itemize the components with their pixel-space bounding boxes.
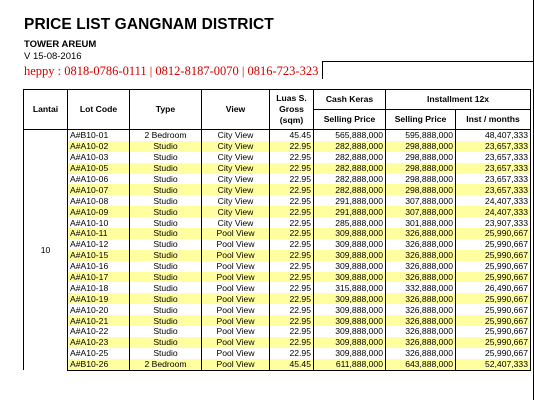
installment-price-cell: 326,888,000	[386, 228, 456, 239]
type-cell: Studio	[130, 250, 202, 261]
view-cell: City View	[202, 184, 270, 195]
luas-cell: 45.45	[270, 359, 314, 370]
view-cell: Pool View	[202, 304, 270, 315]
cash-price-cell: 565,888,000	[314, 130, 386, 141]
luas-cell: 22.95	[270, 206, 314, 217]
installment-price-cell: 326,888,000	[386, 272, 456, 283]
table-row	[24, 195, 531, 206]
luas-cell: 22.95	[270, 337, 314, 348]
luas-cell: 22.95	[270, 217, 314, 228]
luas-cell: 22.95	[270, 282, 314, 293]
luas-cell: 22.95	[270, 195, 314, 206]
lot-code-cell: A#A10-08	[68, 195, 130, 206]
monthly-installment-cell: 25,990,667	[456, 272, 531, 283]
lot-code-cell: A#A10-09	[68, 206, 130, 217]
table-row	[24, 293, 531, 304]
view-cell: Pool View	[202, 261, 270, 272]
type-cell: Studio	[130, 337, 202, 348]
luas-cell: 22.95	[270, 304, 314, 315]
cash-price-cell: 282,888,000	[314, 152, 386, 163]
type-cell: Studio	[130, 174, 202, 185]
price-table	[23, 89, 531, 371]
cash-price-cell: 309,888,000	[314, 304, 386, 315]
type-cell: Studio	[130, 141, 202, 152]
table-row	[24, 184, 531, 195]
luas-cell: 22.95	[270, 348, 314, 359]
luas-cell: 22.95	[270, 174, 314, 185]
cash-price-cell: 282,888,000	[314, 174, 386, 185]
installment-price-cell: 298,888,000	[386, 163, 456, 174]
header-selling-price-inst: Selling Price	[386, 110, 456, 130]
header-installment: Installment 12x	[386, 90, 531, 110]
table-row	[24, 250, 531, 261]
view-cell: Pool View	[202, 348, 270, 359]
view-cell: Pool View	[202, 250, 270, 261]
monthly-installment-cell: 25,990,667	[456, 337, 531, 348]
installment-price-cell: 298,888,000	[386, 174, 456, 185]
view-cell: Pool View	[202, 315, 270, 326]
monthly-installment-cell: 25,990,667	[456, 228, 531, 239]
view-cell: Pool View	[202, 228, 270, 239]
installment-price-cell: 595,888,000	[386, 130, 456, 141]
type-cell: Studio	[130, 282, 202, 293]
view-cell: Pool View	[202, 293, 270, 304]
type-cell: Studio	[130, 293, 202, 304]
monthly-installment-cell: 25,990,667	[456, 348, 531, 359]
view-cell: City View	[202, 174, 270, 185]
view-cell: Pool View	[202, 282, 270, 293]
cash-price-cell: 282,888,000	[314, 184, 386, 195]
monthly-installment-cell: 48,407,333	[456, 130, 531, 141]
cash-price-cell: 291,888,000	[314, 195, 386, 206]
installment-price-cell: 326,888,000	[386, 348, 456, 359]
view-cell: Pool View	[202, 359, 270, 370]
table-row	[24, 304, 531, 315]
lot-code-cell: A#A10-22	[68, 326, 130, 337]
header-type: Type	[130, 90, 202, 130]
monthly-installment-cell: 23,907,333	[456, 217, 531, 228]
type-cell: Studio	[130, 315, 202, 326]
type-cell: Studio	[130, 206, 202, 217]
monthly-installment-cell: 23,657,333	[456, 163, 531, 174]
monthly-installment-cell: 23,657,333	[456, 152, 531, 163]
luas-cell: 22.95	[270, 250, 314, 261]
installment-price-cell: 301,888,000	[386, 217, 456, 228]
installment-price-cell: 332,888,000	[386, 282, 456, 293]
monthly-installment-cell: 25,990,667	[456, 326, 531, 337]
installment-price-cell: 307,888,000	[386, 206, 456, 217]
luas-cell: 22.95	[270, 293, 314, 304]
type-cell: Studio	[130, 239, 202, 250]
type-cell: Studio	[130, 261, 202, 272]
table-row	[24, 174, 531, 185]
monthly-installment-cell: 25,990,667	[456, 239, 531, 250]
lot-code-cell: A#A10-03	[68, 152, 130, 163]
monthly-installment-cell: 25,990,667	[456, 261, 531, 272]
table-row	[24, 163, 531, 174]
lot-code-cell: A#B10-26	[68, 359, 130, 370]
monthly-installment-cell: 52,407,333	[456, 359, 531, 370]
view-cell: City View	[202, 206, 270, 217]
luas-cell: 22.95	[270, 239, 314, 250]
lot-code-cell: A#A10-17	[68, 272, 130, 283]
lot-code-cell: A#A10-12	[68, 239, 130, 250]
cash-price-cell: 309,888,000	[314, 348, 386, 359]
installment-price-cell: 326,888,000	[386, 337, 456, 348]
installment-price-cell: 326,888,000	[386, 293, 456, 304]
view-cell: Pool View	[202, 326, 270, 337]
table-row	[24, 261, 531, 272]
lot-code-cell: A#A10-16	[68, 261, 130, 272]
lot-code-cell: A#A10-19	[68, 293, 130, 304]
luas-cell: 45.45	[270, 130, 314, 141]
cash-price-cell: 309,888,000	[314, 315, 386, 326]
type-cell: Studio	[130, 228, 202, 239]
installment-price-cell: 298,888,000	[386, 152, 456, 163]
installment-price-cell: 307,888,000	[386, 195, 456, 206]
type-cell: Studio	[130, 272, 202, 283]
view-cell: City View	[202, 152, 270, 163]
monthly-installment-cell: 25,990,667	[456, 304, 531, 315]
type-cell: Studio	[130, 217, 202, 228]
monthly-installment-cell: 24,407,333	[456, 206, 531, 217]
table-header	[24, 90, 531, 130]
cash-price-cell: 282,888,000	[314, 141, 386, 152]
cash-price-cell: 315,888,000	[314, 282, 386, 293]
luas-cell: 22.95	[270, 261, 314, 272]
sheet-border-line-left	[322, 61, 323, 79]
table-body	[24, 130, 531, 371]
page-title: PRICE LIST GANGNAM DISTRICT	[24, 16, 274, 33]
table-row	[24, 152, 531, 163]
monthly-installment-cell: 23,657,333	[456, 174, 531, 185]
installment-price-cell: 326,888,000	[386, 250, 456, 261]
floor-cell: 10	[24, 130, 68, 371]
installment-price-cell: 643,888,000	[386, 359, 456, 370]
sheet-border-line	[322, 61, 534, 62]
type-cell: Studio	[130, 184, 202, 195]
installment-price-cell: 326,888,000	[386, 315, 456, 326]
lot-code-cell: A#A10-10	[68, 217, 130, 228]
cash-price-cell: 309,888,000	[314, 293, 386, 304]
cash-price-cell: 309,888,000	[314, 326, 386, 337]
table-row	[24, 217, 531, 228]
view-cell: Pool View	[202, 239, 270, 250]
luas-cell: 22.95	[270, 272, 314, 283]
lot-code-cell: A#A10-20	[68, 304, 130, 315]
installment-price-cell: 326,888,000	[386, 326, 456, 337]
lot-code-cell: A#A10-07	[68, 184, 130, 195]
monthly-installment-cell: 24,407,333	[456, 195, 531, 206]
table-row	[24, 337, 531, 348]
lot-code-cell: A#A10-23	[68, 337, 130, 348]
view-cell: City View	[202, 195, 270, 206]
table-row	[24, 141, 531, 152]
lot-code-cell: A#A10-15	[68, 250, 130, 261]
lot-code-cell: A#B10-01	[68, 130, 130, 141]
contact-info: heppy : 0818-0786-0111 | 0812-8187-0070 | 0816-723-323	[24, 64, 319, 78]
table-row	[24, 206, 531, 217]
monthly-installment-cell: 23,657,333	[456, 141, 531, 152]
installment-price-cell: 326,888,000	[386, 261, 456, 272]
cash-price-cell: 282,888,000	[314, 163, 386, 174]
view-cell: City View	[202, 217, 270, 228]
lot-code-cell: A#A10-02	[68, 141, 130, 152]
header-lantai: Lantai	[24, 90, 68, 130]
header-selling-price-cash: Selling Price	[314, 110, 386, 130]
cash-price-cell: 309,888,000	[314, 239, 386, 250]
tower-name: TOWER AREUM	[24, 39, 97, 50]
type-cell: Studio	[130, 163, 202, 174]
luas-cell: 22.95	[270, 228, 314, 239]
luas-cell: 22.95	[270, 184, 314, 195]
table-row	[24, 315, 531, 326]
version-label: V 15-08-2016	[24, 51, 82, 62]
cash-price-cell: 285,888,000	[314, 217, 386, 228]
header-lot-code: Lot Code	[68, 90, 130, 130]
type-cell: Studio	[130, 348, 202, 359]
type-cell: Studio	[130, 326, 202, 337]
monthly-installment-cell: 25,990,667	[456, 250, 531, 261]
view-cell: Pool View	[202, 272, 270, 283]
header-view: View	[202, 90, 270, 130]
monthly-installment-cell: 25,990,667	[456, 293, 531, 304]
view-cell: City View	[202, 163, 270, 174]
lot-code-cell: A#A10-21	[68, 315, 130, 326]
view-cell: Pool View	[202, 337, 270, 348]
cash-price-cell: 291,888,000	[314, 206, 386, 217]
table-row	[24, 359, 531, 370]
type-cell: Studio	[130, 152, 202, 163]
luas-cell: 22.95	[270, 163, 314, 174]
view-cell: City View	[202, 130, 270, 141]
header-inst-months: Inst / months	[456, 110, 531, 130]
type-cell: 2 Bedroom	[130, 130, 202, 141]
table-row	[24, 282, 531, 293]
cash-price-cell: 309,888,000	[314, 250, 386, 261]
table-row	[24, 239, 531, 250]
luas-cell: 22.95	[270, 326, 314, 337]
lot-code-cell: A#A10-11	[68, 228, 130, 239]
cash-price-cell: 309,888,000	[314, 228, 386, 239]
view-cell: City View	[202, 141, 270, 152]
type-cell: 2 Bedroom	[130, 359, 202, 370]
header-luas: Luas S. Gross (sqm)	[270, 90, 314, 130]
monthly-installment-cell: 25,990,667	[456, 315, 531, 326]
lot-code-cell: A#A10-25	[68, 348, 130, 359]
table-row	[24, 348, 531, 359]
cash-price-cell: 309,888,000	[314, 337, 386, 348]
monthly-installment-cell: 23,657,333	[456, 184, 531, 195]
luas-cell: 22.95	[270, 315, 314, 326]
table-row	[24, 130, 531, 141]
installment-price-cell: 326,888,000	[386, 304, 456, 315]
lot-code-cell: A#A10-18	[68, 282, 130, 293]
installment-price-cell: 326,888,000	[386, 239, 456, 250]
monthly-installment-cell: 26,490,667	[456, 282, 531, 293]
table-row	[24, 272, 531, 283]
lot-code-cell: A#A10-06	[68, 174, 130, 185]
installment-price-cell: 298,888,000	[386, 184, 456, 195]
luas-cell: 22.95	[270, 152, 314, 163]
installment-price-cell: 298,888,000	[386, 141, 456, 152]
lot-code-cell: A#A10-05	[68, 163, 130, 174]
table-row	[24, 326, 531, 337]
header-cash-keras: Cash Keras	[314, 90, 386, 110]
table-row	[24, 228, 531, 239]
type-cell: Studio	[130, 195, 202, 206]
type-cell: Studio	[130, 304, 202, 315]
cash-price-cell: 309,888,000	[314, 272, 386, 283]
luas-cell: 22.95	[270, 141, 314, 152]
cash-price-cell: 611,888,000	[314, 359, 386, 370]
cash-price-cell: 309,888,000	[314, 261, 386, 272]
